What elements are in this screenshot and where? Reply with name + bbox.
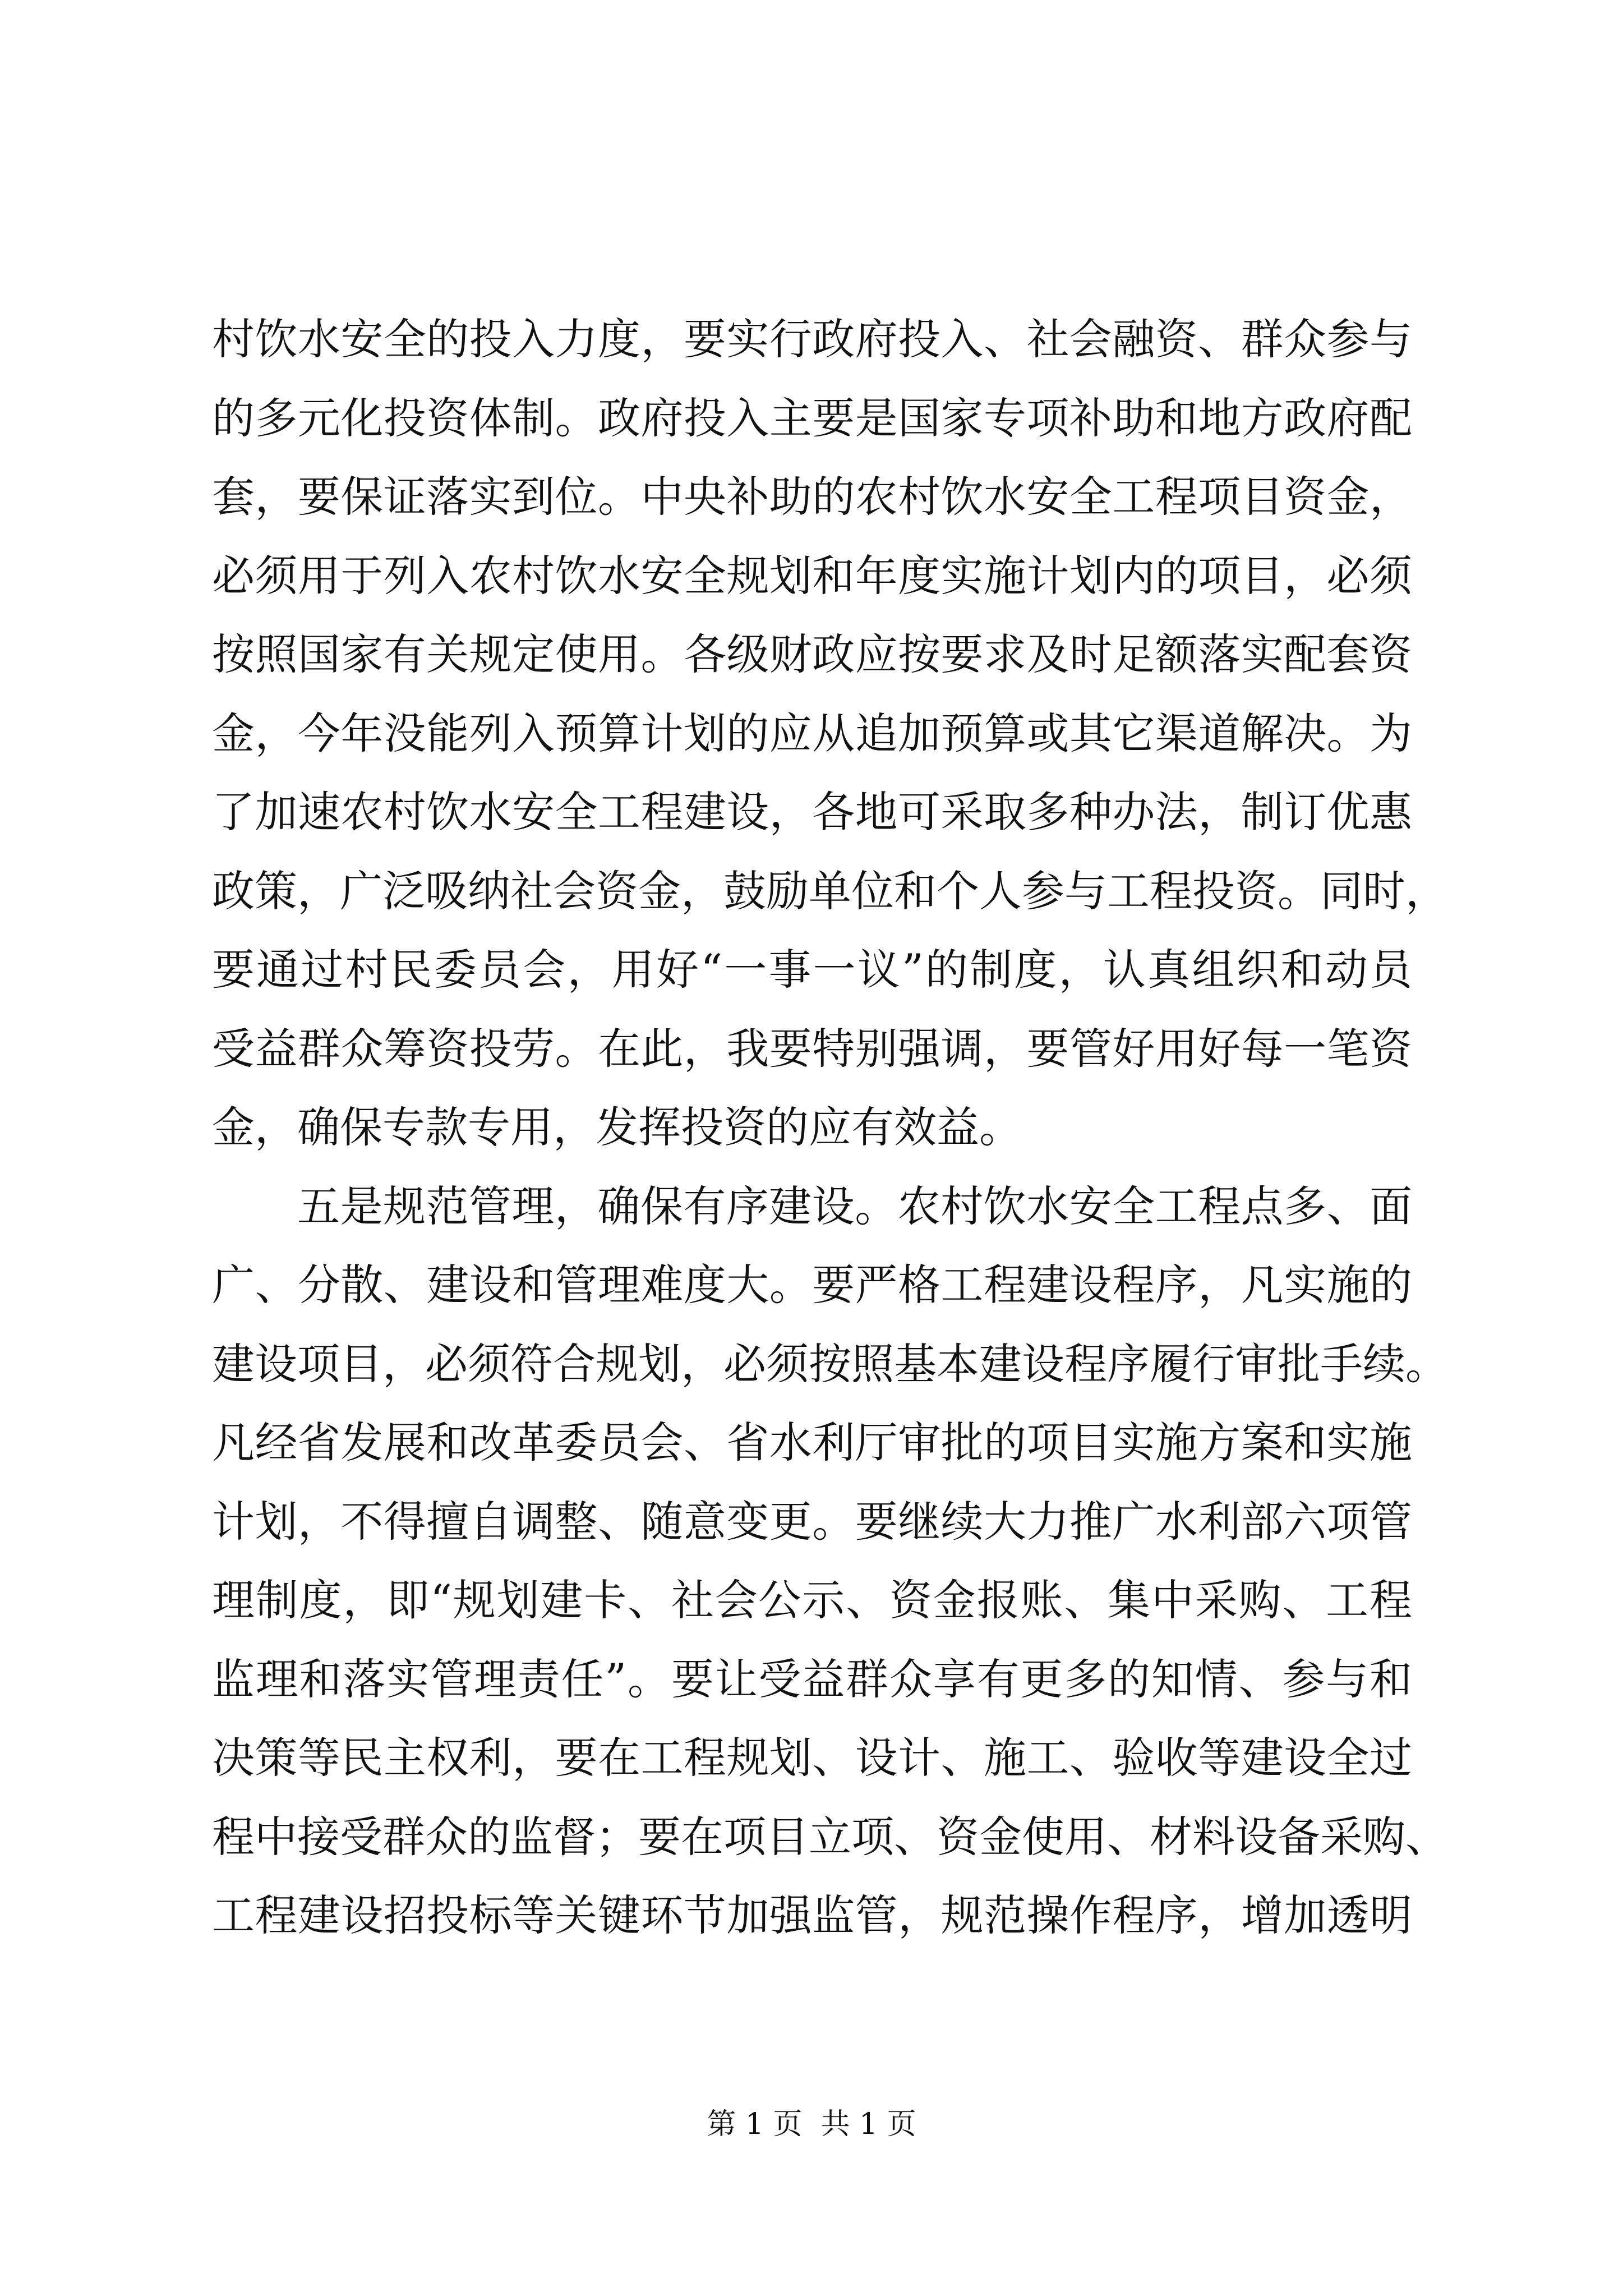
text-line: 村饮水安全的投入力度，要实行政府投入、社会融资、群众参与 [212, 314, 1412, 364]
body-text [212, 300, 1448, 1955]
paragraph-start-line: 五是规范管理，确保有序建设。农村饮水安全工程点多、面 [297, 1181, 1412, 1231]
text-line: 金，今年没能列入预算计划的应从追加预算或其它渠道解决。为 [212, 708, 1412, 758]
text-line: 决策等民主权利，要在工程规划、设计、施工、验收等建设全过 [212, 1733, 1412, 1783]
text-line: 要通过村民委员会，用好“一事一议”的制度，认真组织和动员 [212, 945, 1412, 995]
text-line: 了加速农村饮水安全工程建设，各地可采取多种办法，制订优惠 [212, 787, 1412, 837]
text-line: 理制度，即“规划建卡、社会公示、资金报账、集中采购、工程 [212, 1575, 1412, 1625]
text-line: 套，要保证落实到位。中央补助的农村饮水安全工程项目资金， [212, 472, 1412, 522]
text-line: 计划，不得擅自调整、随意变更。要继续大力推广水利部六项管 [212, 1496, 1412, 1547]
text-line: 按照国家有关规定使用。各级财政应按要求及时足额落实配套资 [212, 629, 1412, 679]
text-line: 程中接受群众的监督；要在项目立项、资金使用、材料设备采购、 [212, 1811, 1448, 1862]
text-line: 的多元化投资体制。政府投入主要是国家专项补助和地方政府配 [212, 393, 1412, 443]
page-number-footer: 第 1 页 共 1 页 [707, 2108, 916, 2141]
text-line: 建设项目，必须符合规划，必须按照基本建设程序履行审批手续。 [212, 1338, 1448, 1389]
text-line: 必须用于列入农村饮水安全规划和年度实施计划内的项目，必须 [212, 550, 1412, 601]
text-line: 金，确保专款专用，发挥投资的应有效益。 [212, 1102, 1022, 1152]
text-line: 凡经省发展和改革委员会、省水利厅审批的项目实施方案和实施 [212, 1418, 1412, 1467]
text-line: 受益群众筹资投劳。在此，我要特别强调，要管好用好每一笔资 [212, 1023, 1412, 1074]
text-line: 政策，广泛吸纳社会资金，鼓励单位和个人参与工程投资。同时， [212, 866, 1448, 916]
text-line: 工程建设招投标等关键环节加强监管，规范操作程序，增加透明 [212, 1890, 1412, 1940]
text-line: 监理和落实管理责任”。要让受益群众享有更多的知情、参与和 [212, 1654, 1412, 1704]
text-line: 广、分散、建设和管理难度大。要严格工程建设程序，凡实施的 [212, 1260, 1412, 1310]
